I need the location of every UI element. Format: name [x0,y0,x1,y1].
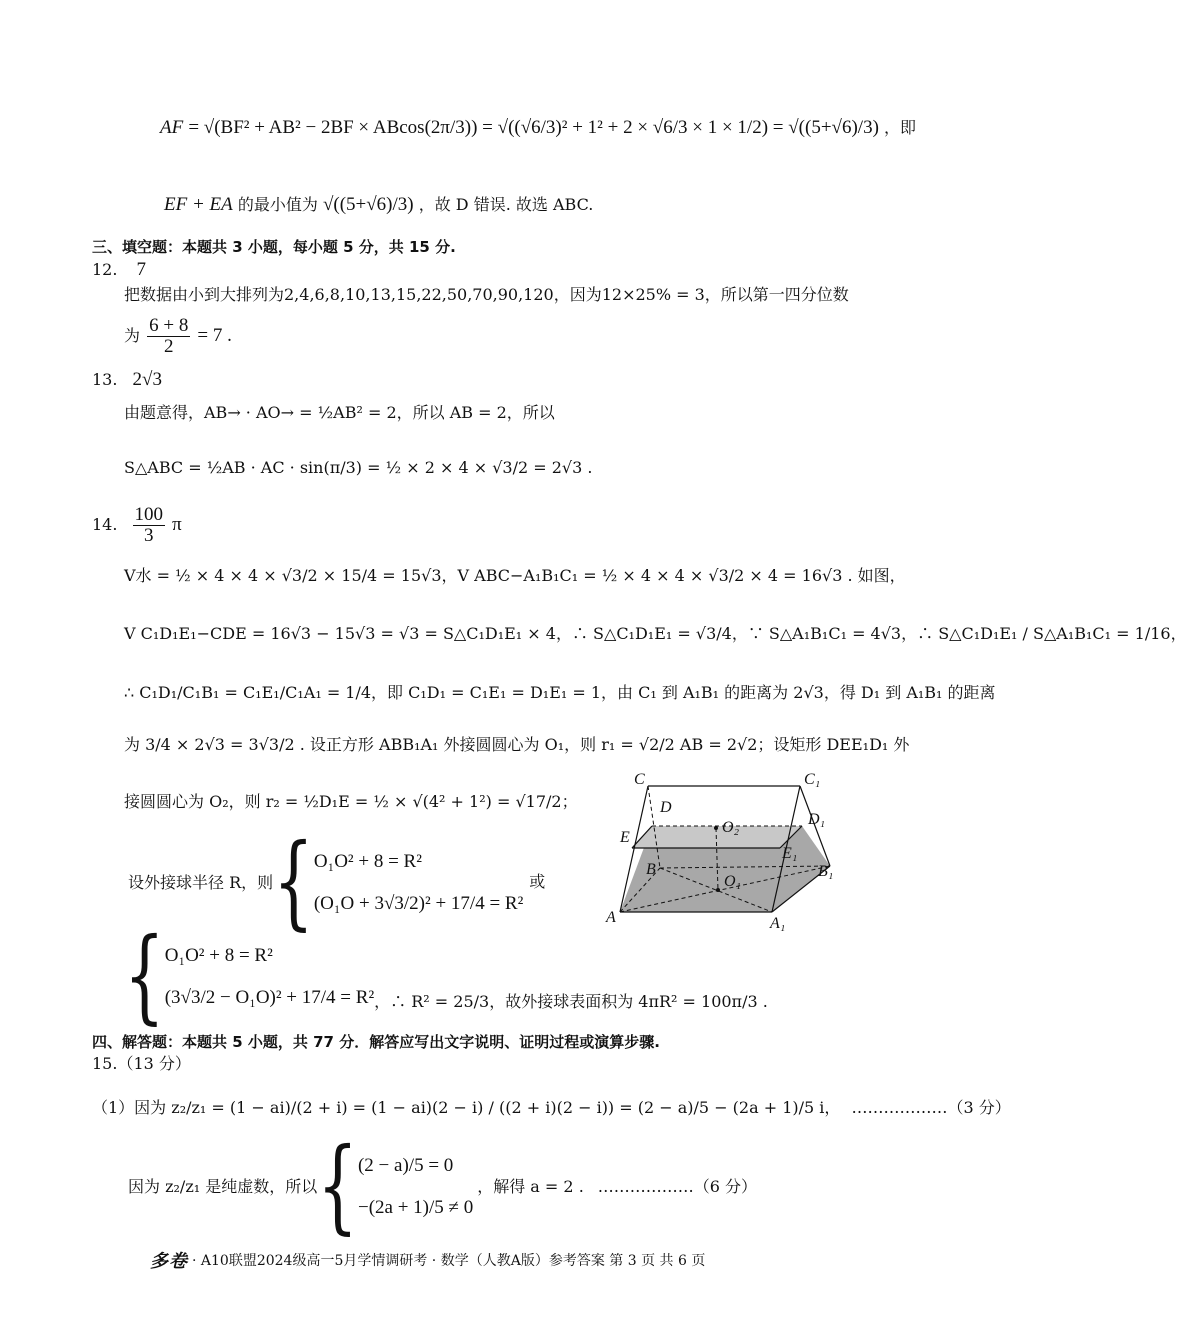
q12-fraction [147,316,190,357]
min-tail: ，故 D 错误. 故选 ABC. [418,195,594,214]
q12-fraction-num: 6 + 8 [149,315,189,336]
label-c: C [634,771,645,788]
label-a1: A₁ [770,915,786,932]
q12-line2 [124,316,232,357]
label-o1: O₁ [724,873,742,890]
q15-part2-tail: ，解得 a = 2 . [477,1177,584,1196]
q13-line2: S△ABC = ½AB · AC · sin(π/3) = ½ × 2 × 4 × √3/2 = 2√3 . [124,458,593,477]
q12-answer: 7 [136,259,147,280]
left-brace-icon-2: { [124,917,165,1037]
left-brace-icon-3: { [317,1127,358,1247]
q15-part2-prefix: 因为 z₂/z₁ 是纯虚数，所以 [128,1177,318,1196]
af-expression: = √(BF² + AB² − 2BF × ABcos(2π/3)) = √((√6/3)² + 1² + 2 × √6/3 × 1 × 1/2) = √((5+√6)/3) [188,117,879,138]
o1-point [716,888,720,892]
q14-answer-num: 100 [134,504,164,525]
q15-system-eq1: (2 − a)/5 = 0 [357,1155,454,1176]
q15-system-eq2: −(2a + 1)/5 ≠ 0 [357,1197,474,1218]
q14-header [92,505,182,546]
q12-number: 12. [92,260,118,279]
q14-line7 [124,917,768,1037]
label-e: E [620,829,630,846]
q14-number: 14. [92,515,118,534]
label-o2: O₂ [722,819,740,836]
left-brace-icon: { [273,823,314,943]
q14-system1-eq1: O₁O² + 8 = R² [313,851,422,872]
q13-line1: 由题意得，AB→ · AO→ = ½AB² = 2，所以 AB = 2，所以 [124,403,555,422]
q14-answer-den: 3 [144,525,154,546]
section4-heading: 四、解答题：本题共 5 小题，共 77 分．解答应写出文字说明、证明过程或演算步骤. [92,1033,660,1051]
af-formula [160,118,916,138]
q14-or: 或 [529,872,546,891]
q15-number: 15.（13 分） [92,1054,191,1073]
q14-line7-tail: ，∴ R² = 25/3，故外接球表面积为 4πR² = 100π/3 . [374,992,768,1011]
label-b1: B₁ [818,863,834,880]
q13-answer: 2√3 [132,369,162,390]
label-b: B [646,861,656,878]
q14-line6 [128,823,546,943]
q14-system1 [314,852,523,914]
min-value-line [164,195,593,215]
label-d: D [660,799,672,816]
q15-part1-score: ………………（3 分） [851,1098,1011,1117]
af-label: AF [160,117,184,138]
q14-line5: 接圆圆心为 O₂，则 r₂ = ½D₁E = ½ × √(4² + 1²) = √17/2； [124,792,578,811]
q14-line4: 为 3/4 × 2√3 = 3√3/2 . 设正方形 ABB₁A₁ 外接圆圆心为 O₁，则 r₁ = √2/2 AB = 2√2；设矩形 DEE₁D₁ 外 [124,735,910,754]
o2-point [714,826,718,830]
page-footer [150,1248,800,1272]
q14-system2-eq2: (3√3/2 − O₁O)² + 17/4 = R² [164,987,375,1008]
label-d1: D₁ [808,811,826,828]
min-text: 的最小值为 [237,195,318,214]
q12-line2-tail: = 7 . [197,325,232,346]
q13-number: 13. [92,370,118,389]
footer-text: · A10联盟2024级高一5月学情调研考 · 数学（人教A版）参考答案 第 3 页 共 6 页 [192,1253,706,1269]
af-tail: ，即 [884,118,917,137]
q13-header [92,370,162,390]
q15-part1-text: （1）因为 z₂/z₁ = (1 − ai)/(2 + i) = (1 − ai)(2 − i) / ((2 + i)(2 − i)) = (2 − a)/5 − (2a + 1)/5 i， [92,1098,841,1117]
q12-line1: 把数据由小到大排列为2,4,6,8,10,13,15,22,50,70,90,120，因为12×25% = 3，所以第一四分位数 [124,285,849,304]
q15-part1 [92,1098,1011,1118]
q14-answer-tail: π [172,514,182,535]
label-a: A [606,909,616,926]
q14-system2-eq1: O₁O² + 8 = R² [164,945,273,966]
q14-line1: V水 = ½ × 4 × 4 × √3/2 × 15/4 = 15√3，V ABC−A₁B₁C₁ = ½ × 4 × 4 × √3/2 × 4 = 16√3 . 如图， [124,566,906,585]
q14-line6-prefix: 设外接球半径 R，则 [128,873,274,892]
prism-figure [600,770,840,935]
q14-line3: ∴ C₁D₁/C₁B₁ = C₁E₁/C₁A₁ = 1/4，即 C₁D₁ = C₁E₁ = D₁E₁ = 1，由 C₁ 到 A₁B₁ 的距离为 2√3，得 D₁ 到 A₁B₁ 的距离 [124,683,996,702]
min-prefix: EF + EA [164,194,233,215]
q12-fraction-den: 2 [163,336,174,357]
q15-part2 [128,1127,758,1247]
q14-system1-eq2: (O₁O + 3√3/2)² + 17/4 = R² [313,893,524,914]
q14-line2: V C₁D₁E₁−CDE = 16√3 − 15√3 = √3 = S△C₁D₁E₁ × 4，∴ S△C₁D₁E₁ = √3/4，∵ S△A₁B₁C₁ = 4√3，∴ S△C₁D₁E₁ / S△A₁B₁C₁ = 1/16， [124,624,1187,643]
q12-line2-prefix: 为 [124,326,141,345]
q15-system [358,1156,473,1218]
label-e1: E₁ [782,845,798,862]
q12-header [92,260,146,280]
min-value: √((5+√6)/3) [322,194,414,215]
q14-system2 [165,946,374,1008]
brand-logo: 多卷 [150,1251,188,1272]
label-c1: C₁ [804,771,821,788]
q14-answer-fraction [133,505,166,546]
section3-heading: 三、填空题：本题共 3 小题，每小题 5 分，共 15 分. [92,238,456,256]
q15-part2-score: ………………（6 分） [597,1177,758,1196]
